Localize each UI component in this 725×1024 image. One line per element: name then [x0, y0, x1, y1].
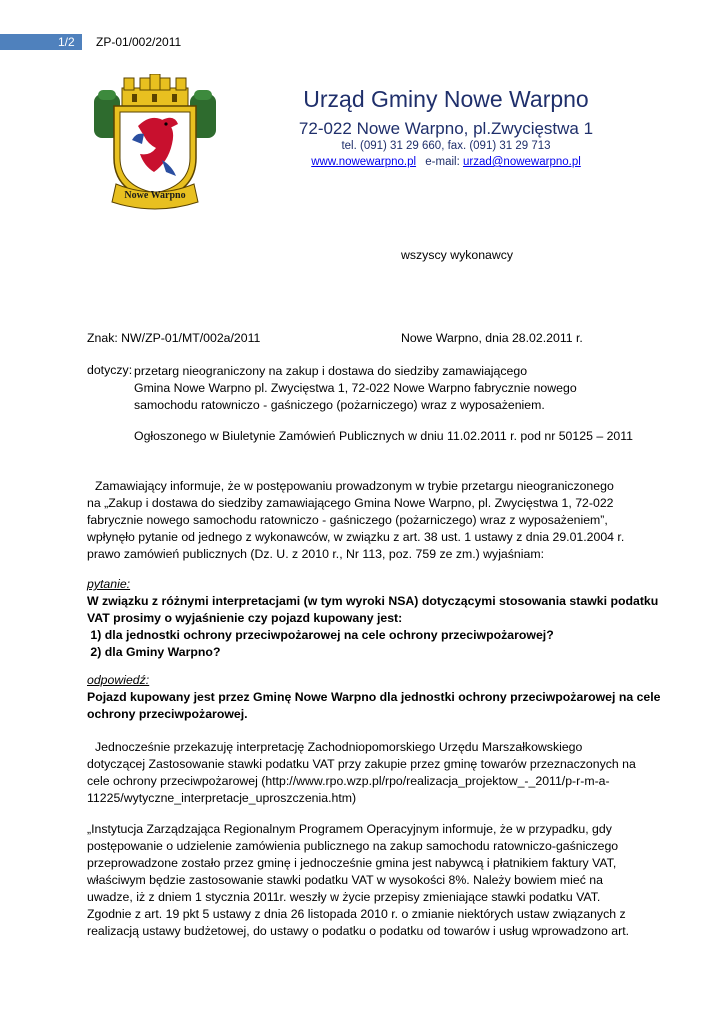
office-address: 72-022 Nowe Warpno, pl.Zwycięstwa 1: [298, 119, 594, 138]
intro-paragraph: [87, 478, 642, 563]
website-link[interactable]: www.nowewarpno.pl: [311, 156, 417, 168]
paragraph-line: na „Zakup i dostawa do siedziby zamawiającego Gmina Nowe Warpno, pl. Zwycięstwa 1, 72-022: [87, 496, 614, 510]
paragraph-line: uwadze, iż z dniem 1 stycznia 2011r. weszły w życie przepisy zmieniające stawki podatku VAT.: [87, 890, 601, 904]
interpretation-paragraph: [87, 739, 642, 807]
contact-links: [270, 156, 622, 168]
place-date: Nowe Warpno, dnia 28.02.2011 r.: [401, 331, 583, 345]
paragraph-line: przeprowadzone zostało przez gminę i jednocześnie gmina jest nabywcą i płatnikiem faktury VAT,: [87, 856, 617, 870]
subject-line: Gmina Nowe Warpno pl. Zwycięstwa 1, 72-022 Nowe Warpno fabrycznie nowego: [134, 381, 577, 395]
question-line: 2) dla Gminy Warpno?: [87, 645, 221, 659]
email-label: e-mail:: [425, 156, 460, 168]
subject-line: samochodu ratowniczo - gaśniczego (pożarniczego) wraz z wyposażeniem.: [134, 398, 545, 412]
subject-line: przetarg nieograniczony na zakup i dostawa do siedziby zamawiającego: [134, 364, 528, 378]
email-link[interactable]: urzad@nowewarpno.pl: [462, 156, 581, 168]
question-label: pytanie:: [87, 577, 131, 591]
question-block: [87, 576, 659, 661]
answer-line: ochrony przeciwpożarowej.: [87, 707, 248, 721]
paragraph-line: wpłynęło pytanie od jednego z wykonawców, w związku z art. 38 ust. 1 ustawy z dnia 29.01.2004 r.: [87, 530, 625, 544]
paragraph-line: realizacją ustawy budżetowej, do ustawy o podatku o podatku od towarów i usług wprowadzono art.: [87, 924, 630, 938]
announcement: Ogłoszonego w Biuletynie Zamówień Publicznych w dniu 11.02.2011 r. pod nr 50125 – 2011: [134, 429, 634, 443]
paragraph-line: prawo zamówień publicznych (Dz. U. z 2010 r., Nr 113, poz. 759 ze zm.) wyjaśniam:: [87, 547, 544, 561]
paragraph-line: Zamawiający informuje, że w postępowaniu prowadzonym w trybie przetargu nieograniczonego: [95, 479, 614, 493]
question-line: VAT prosimy o wyjaśnienie czy pojazd kupowany jest:: [87, 611, 403, 625]
answer-line: Pojazd kupowany jest przez Gminę Nowe Warpno dla jednostki ochrony przeciwpożarowej na cele: [87, 690, 661, 704]
paragraph-line: właściwym będzie zastosowanie stawki podatku VAT w wysokości 8%. Należy bowiem mieć na: [87, 873, 603, 887]
crest-banner-text: Nowe Warpno: [124, 190, 186, 201]
paragraph-line: „Instytucja Zarządzająca Regionalnym Programem Operacyjnym informuje, że w przypadku, gdy: [87, 822, 612, 836]
paragraph-line: Jednocześnie przekazuję interpretację Zachodniopomorskiego Urzędu Marszałkowskiego: [95, 740, 583, 754]
subject: [134, 363, 577, 414]
reference-number: Znak: NW/ZP-01/MT/002a/2011: [87, 331, 261, 345]
quote-paragraph: [87, 821, 642, 940]
answer-label: odpowiedź:: [87, 673, 150, 687]
question-line: W związku z różnymi interpretacjami (w tym wyroki NSA) dotyczącymi stosowania stawki podatku: [87, 594, 659, 608]
question-line: 1) dla jednostki ochrony przeciwpożarowej na cele ochrony przeciwpożarowej?: [87, 628, 554, 642]
document-reference: ZP-01/002/2011: [96, 35, 182, 49]
recipient: wszyscy wykonawcy: [401, 248, 514, 262]
paragraph-line: fabrycznie nowego samochodu ratowniczo - gaśniczego (pożarniczego) wraz z wyposażeniem”,: [87, 513, 608, 527]
paragraph-line: postępowanie o udzielenie zamówienia publicznego na zakup samochodu ratowniczo-gaśniczego: [87, 839, 619, 853]
paragraph-line: 11225/wytyczne_interpretacje_uproszczenia.htm): [87, 791, 357, 805]
phone-fax: tel. (091) 31 29 660, fax. (091) 31 29 713: [341, 140, 551, 152]
page-counter: 1/2: [58, 35, 75, 49]
castle-crown-icon: [122, 74, 188, 106]
paragraph-line: Zgodnie z art. 19 pkt 5 ustawy z dnia 26 listopada 2010 r. o zmianie niektórych ustaw związanych z: [87, 907, 626, 921]
subject-label: dotyczy:: [87, 363, 133, 377]
answer-block: [87, 672, 661, 723]
paragraph-line: cele ochrony przeciwpożarowej (http://www.rpo.wzp.pl/rpo/realizacja_projektow_-_2011/p-r-m-a-: [87, 774, 610, 788]
paragraph-line: dotyczącej Zastosowanie stawki podatku VAT przy zakupie przez gminę towarów przeznaczonych na: [87, 757, 636, 771]
office-name: Urząd Gminy Nowe Warpno: [303, 86, 589, 112]
